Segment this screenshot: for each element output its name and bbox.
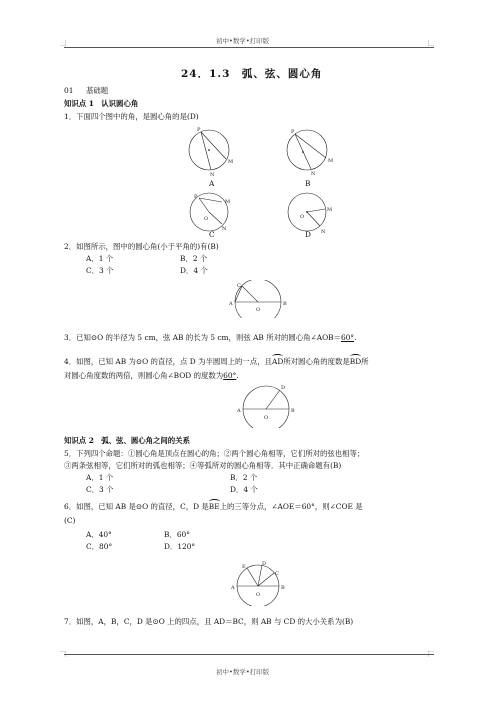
q5-option-c: C．3 个 bbox=[86, 485, 114, 494]
svg-text:D: D bbox=[262, 561, 267, 567]
svg-text:O: O bbox=[256, 307, 261, 313]
q3-prefix: 3．已知⊙O 的半径为 5 cm，弦 AB 的长为 5 cm，则弦 AB 所对的圆心角∠AOB＝ bbox=[64, 333, 341, 342]
svg-text:M: M bbox=[225, 199, 231, 205]
svg-text:B: B bbox=[283, 301, 287, 307]
knowledge-point-2: 知识点 2 弧、弦、圆心角之间的关系 bbox=[64, 436, 190, 445]
footer-rule bbox=[64, 654, 434, 655]
q4-part3: 所 bbox=[361, 357, 369, 366]
q6-line2: (C) bbox=[64, 516, 76, 525]
q3-suffix: . bbox=[354, 333, 357, 342]
q4-answer: 60° bbox=[223, 371, 237, 380]
q1-stem: 1．下面四个图中的角，是圆心角的是(D) bbox=[64, 112, 199, 121]
svg-text:N: N bbox=[311, 171, 316, 177]
svg-text:E: E bbox=[242, 564, 246, 570]
q1-figure-b bbox=[283, 125, 337, 177]
page-footer: 初中•数学•打印版 bbox=[216, 668, 270, 676]
svg-text:N: N bbox=[222, 226, 227, 232]
section-number: 01 bbox=[64, 86, 74, 95]
q3-text bbox=[64, 333, 356, 343]
svg-text:M: M bbox=[327, 207, 333, 213]
q2-option-c: C．3 个 bbox=[86, 266, 114, 275]
q5-line1: 5．下列四个命题：①圆心角是顶点在圆心的角；②两个圆心角相等，它们所对的弦也相等； bbox=[64, 449, 365, 458]
q3-answer: 60° bbox=[340, 333, 355, 342]
q5-option-b: B．2 个 bbox=[230, 473, 258, 482]
q2-stem: 2．如图所示，图中的圆心角(小于平角的)有(B) bbox=[64, 242, 219, 251]
q1-caption-c: C bbox=[209, 230, 215, 239]
q1-caption-b: B bbox=[305, 179, 311, 188]
svg-text:A: A bbox=[237, 408, 241, 414]
q6-part2: 上的三等分点，∠AOE＝60°，则∠COE 是 bbox=[219, 502, 363, 511]
svg-text:P: P bbox=[194, 194, 198, 200]
q6-option-d: D．120° bbox=[164, 542, 196, 551]
corner-mark-top-left bbox=[60, 40, 66, 46]
q2-figure bbox=[226, 280, 292, 318]
q6-arc-be: BE bbox=[208, 502, 220, 511]
svg-text:O: O bbox=[256, 592, 261, 598]
svg-text:B: B bbox=[281, 585, 285, 591]
q1-caption-a: A bbox=[209, 179, 215, 188]
svg-text:P: P bbox=[197, 127, 201, 133]
q4-figure bbox=[236, 384, 302, 428]
q4-arc-bd: BD bbox=[349, 357, 362, 366]
svg-text:C: C bbox=[237, 283, 241, 289]
section-label: 基础题 bbox=[86, 86, 109, 95]
svg-text:M: M bbox=[328, 158, 334, 164]
lesson-title: 24．1.3 弧、弦、圆心角 bbox=[181, 68, 323, 80]
q4-part1: 4．如图，已知 AB 为⊙O 的直径，点 D 为半圆周上的一点，且 bbox=[64, 357, 272, 366]
q5-option-a: A．1 个 bbox=[86, 473, 114, 482]
q1-figure-a bbox=[185, 125, 237, 177]
q4-line2 bbox=[64, 371, 239, 381]
q6-part1: 6．如图，已知 AB 是⊙O 的直径，C，D 是 bbox=[64, 502, 209, 511]
q5-option-d: D．4 个 bbox=[230, 485, 258, 494]
q6-option-a: A．40° bbox=[86, 530, 112, 539]
q4-arc-ad: AD bbox=[272, 357, 284, 366]
q4-line2-text: 对圆心角度数的两倍，则圆心角∠BOD 的度数为 bbox=[64, 371, 224, 380]
q2-option-d: D．4 个 bbox=[180, 266, 208, 275]
header-rule bbox=[64, 47, 434, 48]
svg-text:O: O bbox=[204, 216, 209, 222]
svg-text:A: A bbox=[229, 301, 233, 307]
page-header: 初中•数学•打印版 bbox=[216, 37, 270, 45]
svg-text:P: P bbox=[291, 129, 295, 135]
svg-text:C: C bbox=[275, 571, 279, 577]
svg-text:D: D bbox=[281, 385, 286, 391]
q5-line2: ③两条弦相等，它们所对的弧也相等；④等弧所对的圆心角相等．其中正确命题有(B) bbox=[64, 461, 342, 470]
q1-caption-d: D bbox=[305, 230, 311, 239]
svg-text:N: N bbox=[321, 229, 326, 235]
svg-text:O: O bbox=[264, 415, 269, 421]
q6-figure bbox=[228, 560, 290, 606]
corner-mark-top-right bbox=[428, 40, 434, 46]
q6-option-b: B．60° bbox=[164, 530, 190, 539]
svg-text:O: O bbox=[300, 214, 305, 220]
q2-option-b: B．2 个 bbox=[180, 254, 208, 263]
q4-part2: 所对圆心角的度数是 bbox=[283, 357, 350, 366]
q4-line2-end: . bbox=[236, 371, 239, 380]
q4-line1 bbox=[64, 357, 369, 367]
svg-text:A: A bbox=[231, 585, 235, 591]
knowledge-point-1: 知识点 1 认识圆心角 bbox=[64, 99, 139, 108]
svg-text:M: M bbox=[228, 159, 234, 165]
q7-stem: 7．如图，A，B，C，D 是⊙O 上的四点，且 AD＝BC，则 AB 与 CD 的大小关系为(B) bbox=[64, 617, 354, 626]
q6-option-c: C．80° bbox=[86, 542, 113, 551]
svg-text:N: N bbox=[210, 172, 215, 177]
q2-option-a: A．1 个 bbox=[86, 254, 114, 263]
svg-text:B: B bbox=[291, 408, 295, 414]
q6-line1 bbox=[64, 502, 363, 512]
